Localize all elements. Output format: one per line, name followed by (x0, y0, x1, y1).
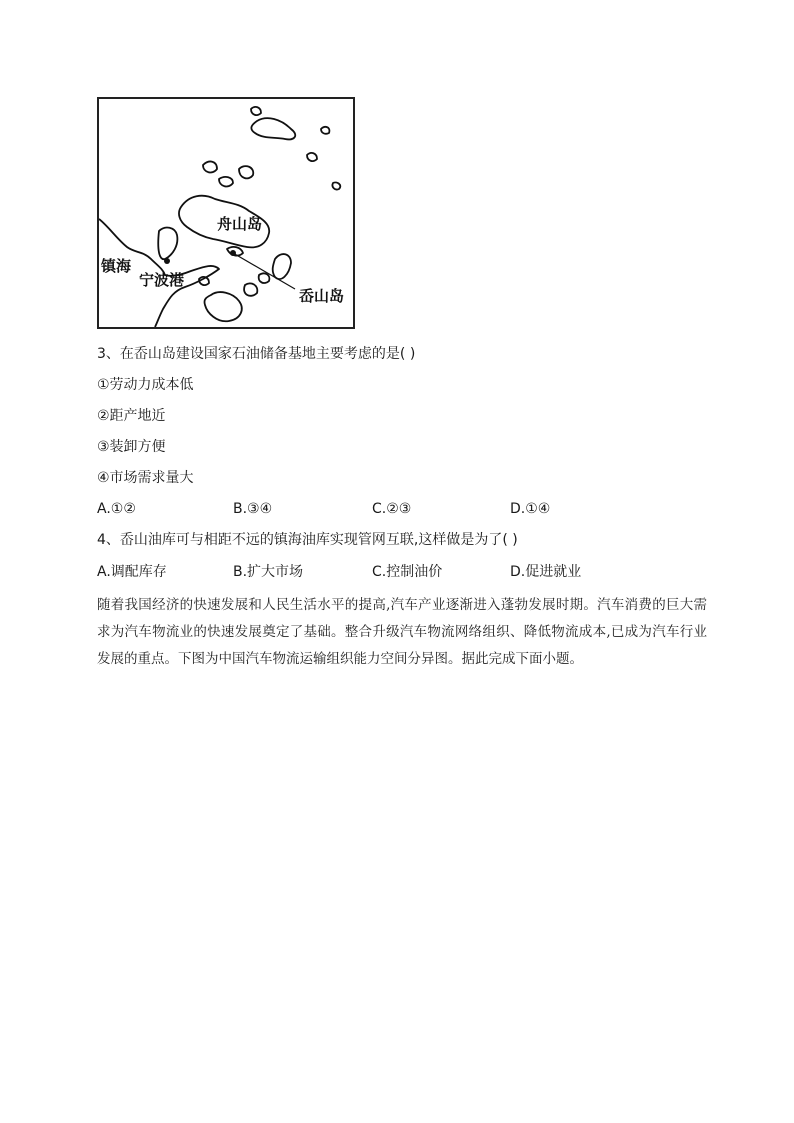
question-3-item: ②距产地近 (97, 408, 166, 424)
zhenhai-island (158, 228, 177, 260)
label-zhoushan: 舟山岛 (217, 215, 263, 233)
question-3-stem: 3、在岙山岛建设国家石油储备基地主要考虑的是( ) (97, 346, 416, 362)
question-3-option-b[interactable]: B.③④ (233, 501, 273, 517)
island-e3 (251, 107, 261, 115)
question-3-item: ③装卸方便 (97, 439, 166, 455)
question-3-option-a[interactable]: A.①② (97, 501, 136, 517)
reading-passage: 随着我国经济的快速发展和人民生活水平的提高,汽车产业逐渐进入蓬勃发展时期。汽车消费的巨大需求为汽车物流业的快速发展奠定了基础。整合升级汽车物流网络组织、降低物流成本,已成为汽车行业发展的重点。下图为中国汽车物流运输组织能力空间分异图。据此完成下面小题。 (97, 597, 707, 667)
question-3-item: ④市场需求量大 (97, 470, 194, 486)
island-n3 (219, 177, 233, 187)
island-n1 (251, 118, 295, 139)
island-n2 (203, 162, 217, 173)
question-4-option-b[interactable]: B.扩大市场 (233, 564, 304, 580)
question-3-item: ①劳动力成本低 (97, 377, 194, 393)
island-s2 (244, 283, 257, 295)
island-e2 (332, 182, 340, 189)
question-4-option-a[interactable]: A.调配库存 (97, 564, 167, 580)
island-r2 (259, 273, 270, 283)
question-3-option-c[interactable]: C.②③ (372, 501, 412, 517)
island-n4 (239, 166, 253, 178)
question-4-option-c[interactable]: C.控制油价 (372, 564, 443, 580)
label-ningbo: 宁波港 (139, 271, 185, 289)
island-r1 (273, 254, 291, 279)
island-e1 (307, 153, 317, 161)
question-3-option-d[interactable]: D.①④ (510, 501, 551, 517)
question-4-option-d[interactable]: D.促进就业 (510, 564, 582, 580)
island-e4 (321, 127, 329, 134)
label-censhan: 岙山岛 (299, 287, 345, 305)
label-zhenhai: 镇海 (101, 257, 132, 275)
island-s1 (204, 292, 241, 321)
map-figure (97, 97, 355, 329)
question-4-stem: 4、岙山油库可与相距不远的镇海油库实现管网互联,这样做是为了( ) (97, 532, 518, 548)
